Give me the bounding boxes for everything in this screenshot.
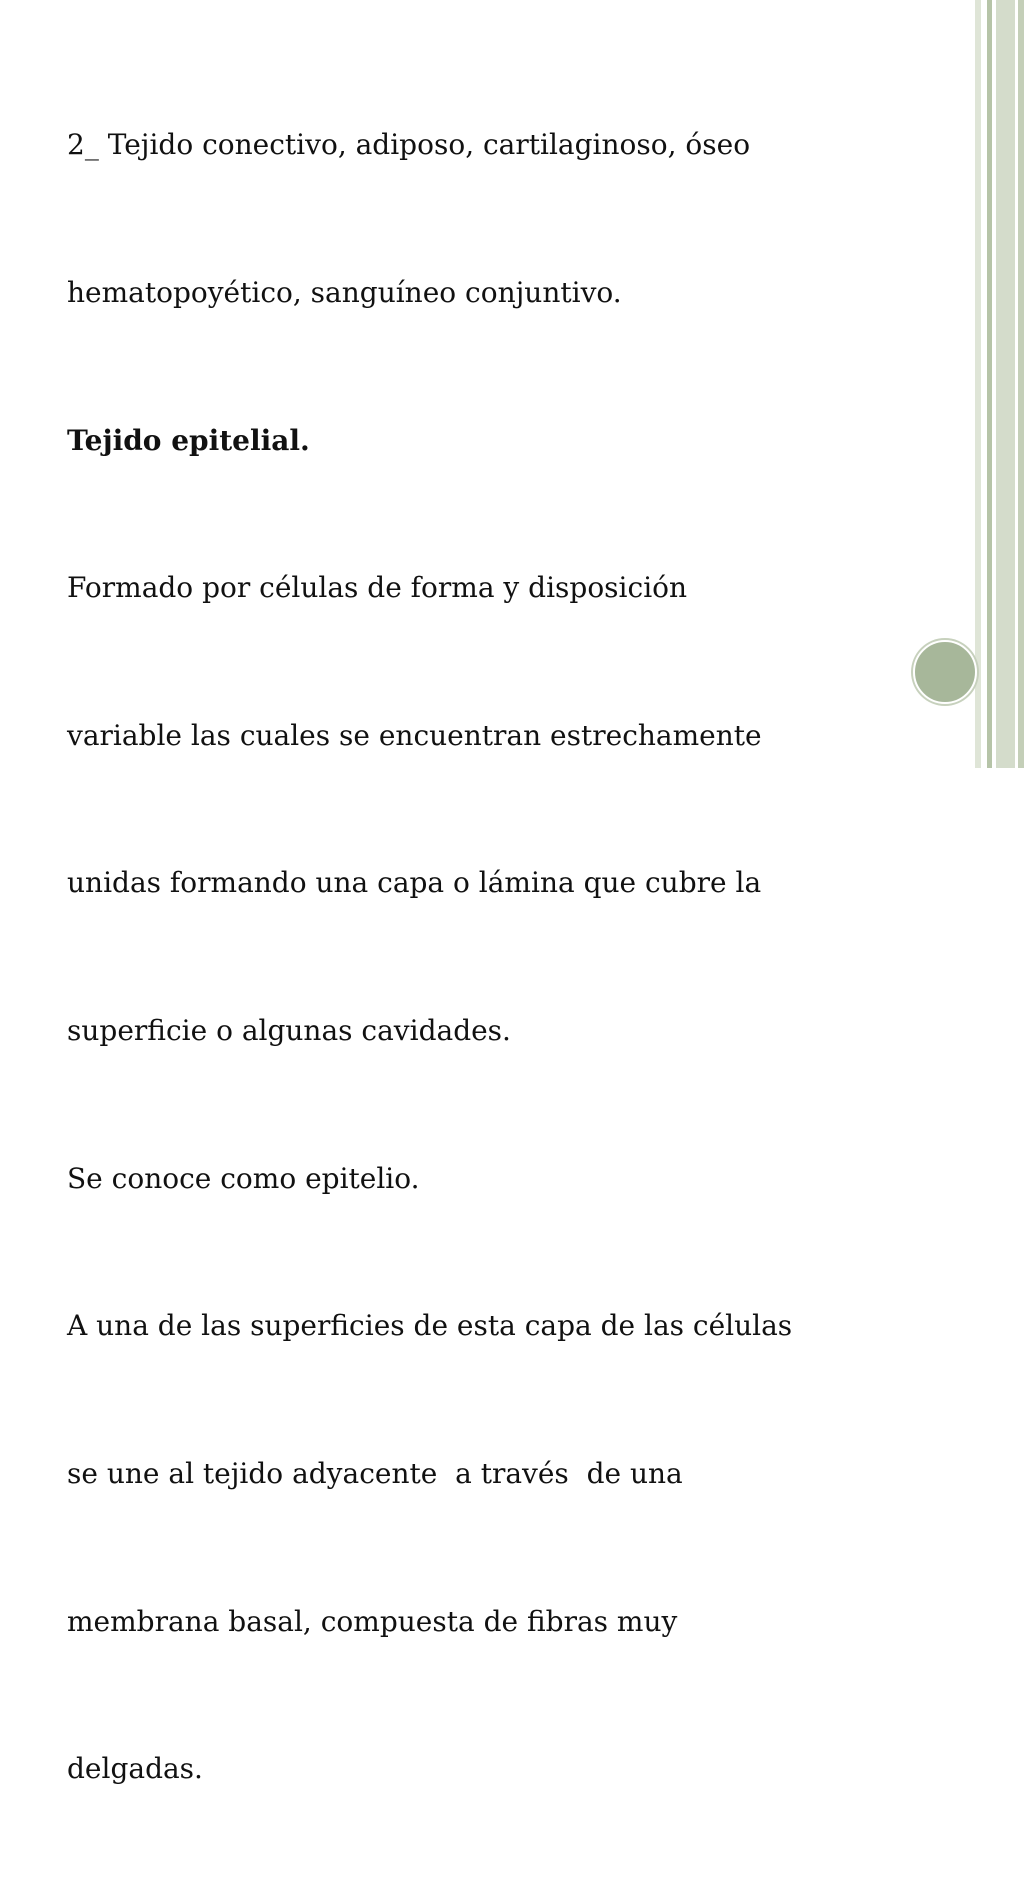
decorative-stripe <box>1018 0 1024 768</box>
body-line: A una de las superficies de esta capa de las células <box>67 1309 793 1343</box>
body-line: unidas formando una capa o lámina que cubre la <box>67 866 762 900</box>
body-line: hematopoyético, sanguíneo conjuntivo. <box>67 276 622 310</box>
slide-body-text <box>67 22 947 1892</box>
body-line: 2_ Tejido conectivo, adiposo, cartilaginoso, óseo <box>67 128 751 162</box>
decorative-stripe <box>996 0 1015 768</box>
body-line: se une al tejido adyacente a través de una <box>67 1456 683 1490</box>
body-line: Formado por células de forma y disposición <box>67 571 688 605</box>
section-heading: Tejido epitelial. <box>67 423 310 457</box>
body-line: membrana basal, compuesta de fibras muy <box>67 1604 678 1638</box>
body-line: variable las cuales se encuentran estrechamente <box>67 718 762 752</box>
body-line: delgadas. <box>67 1752 203 1786</box>
body-line: superficie o algunas cavidades. <box>67 1014 511 1048</box>
body-line: Se conoce como epitelio. <box>67 1161 420 1195</box>
